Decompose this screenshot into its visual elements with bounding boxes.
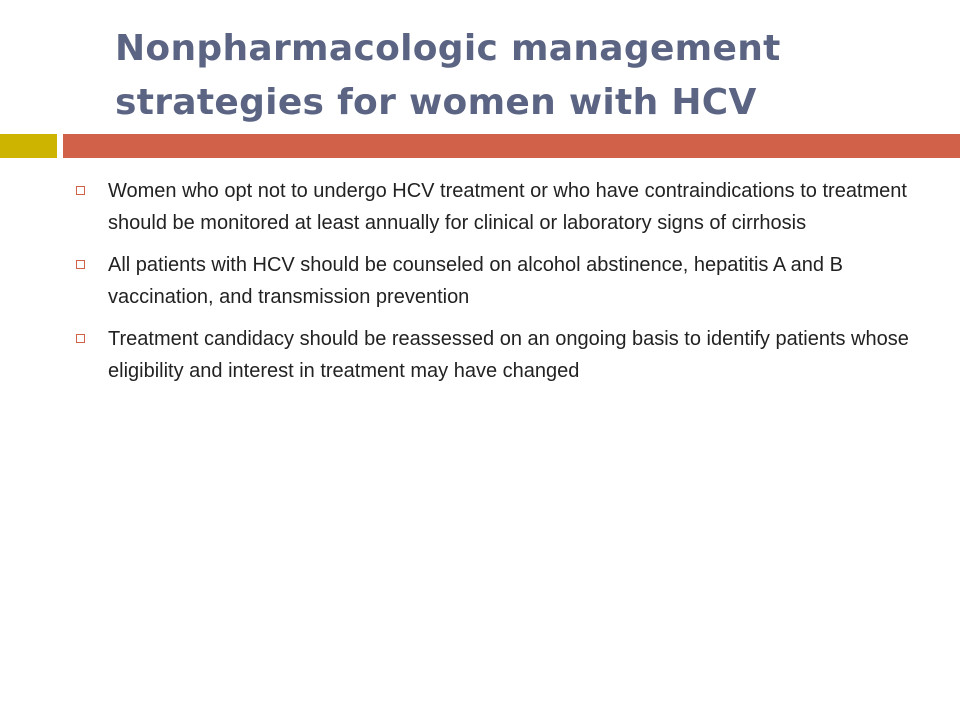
bullet-item bbox=[72, 249, 922, 313]
bullet-item bbox=[72, 175, 922, 239]
slide-title: Nonpharmacologic management strategies for women with HCV bbox=[115, 28, 781, 123]
bullet-text: All patients with HCV should be counseled on alcohol abstinence, hepatitis A and B vaccination, and transmission prevention bbox=[108, 254, 843, 308]
bullet-list bbox=[72, 175, 922, 397]
hollow-square-icon bbox=[76, 186, 85, 195]
bullet-item bbox=[72, 323, 922, 387]
hollow-square-icon bbox=[76, 334, 85, 343]
hollow-square-icon bbox=[76, 260, 85, 269]
accent-bar-right bbox=[63, 134, 960, 158]
bullet-text: Women who opt not to undergo HCV treatment or who have contraindications to treatment should be monitored at least annually for clinical or laboratory signs of cirrhosis bbox=[108, 180, 907, 234]
accent-bar-left bbox=[0, 134, 57, 158]
bullet-text: Treatment candidacy should be reassessed on an ongoing basis to identify patients whose eligibility and interest in treatment may have changed bbox=[108, 328, 909, 382]
